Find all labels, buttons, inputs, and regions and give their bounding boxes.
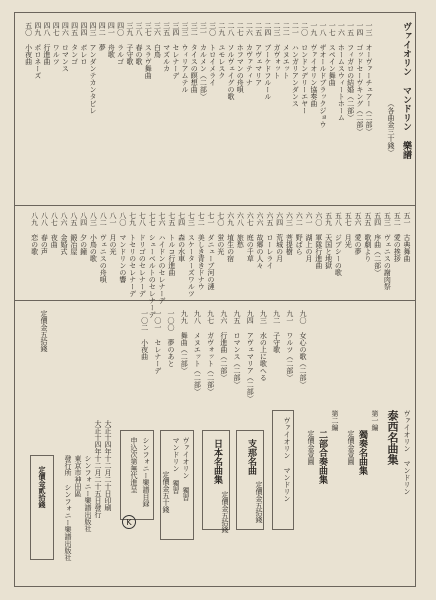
advert-vol1-price: 定價金壹圓 [347,430,355,465]
section2-item: 五四 序曲（二部） [373,212,382,276]
section3-item: 九三 水の上に歌へる [259,310,268,381]
section3-item: 一〇〇 夢のあと [167,310,175,367]
section1-item: 三〇 トロイメライ [208,22,217,86]
section1-item: 三七 スラヴ舞曲 [144,22,153,79]
section2-item: 六五 ローレライ [265,212,274,269]
box-4-price: 定價金五十錢 [162,471,170,513]
advert-vol2-price: 定價金壹圓 [307,430,315,465]
divider-1 [14,205,416,206]
box-4-mandolin: マンドリン 獨習 [172,437,180,494]
section1-item: 一八 ザオールドブラックジョウ [319,22,327,128]
section1-item: 四三 アンダンテカンタビレ [89,22,97,114]
section1-item: 四九 ポロネーズ [33,22,42,79]
box-2-title: 支那名曲 [246,439,256,475]
section1-item: 二七 ホフマンの舟唄 [236,22,245,93]
price-stamp: 定價金貳拾錢 [38,466,47,508]
section2-item: 六六 故郷の人々 [256,212,264,269]
section3-item: 九九 舞曲（二部） [180,310,189,374]
section1-item: 三二 タイスの瞑想曲 [190,22,199,93]
section1-item: 四〇 ラルゴ [116,22,125,65]
section3-item: 九〇 女心の歌（二部） [299,310,307,388]
section3-item: 九四 アヴェマリア（二部） [246,310,255,402]
section2-item: 五九 天国と地獄 [324,212,333,269]
section2-item: 七九 トセリのセレナーデ [128,212,137,297]
section2-item: 六〇 軍隊行進曲 [314,212,323,269]
section2-item: 六八 旅愁 [236,212,245,248]
section2-item: 八一 月の光 [109,212,117,255]
section3-item: 九一 ワルツ（二部） [285,310,294,381]
colophon-published: 大正十四年十二月二十五日發行 [94,420,102,518]
section1-item: 一九 ヴァイオリン協奏曲 [309,22,318,107]
box-3-price: 定價金五拾錢 [221,491,229,533]
section1-item: 二五 アヴェマリア [254,22,263,86]
section2-item: 八三 小鳥の歌 [89,212,98,262]
section1-item: 二四 ブーケドフルール [263,22,272,100]
section2-item: 七〇 蛍の光 [216,212,225,255]
section1-item: 二〇 ロンドンデリーエヤー [300,22,309,114]
section2-item: 七一 ダニューブ河の漣 [207,212,215,290]
section1-item: 一三 オーヴァーチュアー（二部） [365,22,373,135]
section1-item: 三三 ウィリアムテル [181,22,189,93]
price-stamp-box [30,455,54,560]
section2-item: 八六 金婚式 [60,212,68,255]
section1-item: 二三 ガヴォット [273,22,281,79]
section2-item: 五三 ヴェニスの謝肉祭 [383,212,392,290]
section2-item: 五八 ジプシーの歌 [334,212,343,276]
section1-item: 二九 ユモレスク [217,22,226,79]
section2-item: 八〇 マンドリンの響 [118,212,127,283]
section3-item: 九七 ガヴォット（二部） [206,310,215,395]
section1-item: 一七 スペイン舞曲 [328,22,337,86]
colophon-address: 東京市神田區 [74,455,82,497]
section1-item: 二一 ハンガリアンダンス [291,22,300,107]
advert-series: ヴァイオリン マンドリン [403,410,411,495]
section3-item: 九五 ロマンス（二部） [233,310,241,388]
section2-item: 八八 春の声 [40,212,49,255]
advert-vol2-title: 二部合奏曲集 [317,430,327,484]
section3-price-note: 定價金五拾錢 [40,310,48,352]
section2-item: 六三 菩提樹 [285,212,294,255]
section1-item: 三九 子守歌 [125,22,134,65]
section2-item: 七三 スケーターズワルツ [187,212,196,297]
section2-item: 六九 埴生の宿 [226,212,235,262]
section2-item: 七七 シューベルトのセレナーデ [148,212,157,318]
box-1-label: ヴァイオリン マンドリン [283,417,291,502]
section3-item: 一〇一 セレナーデ [153,310,162,374]
apply-text: 申込次第無代進呈 [130,437,138,493]
box-4-violin: ヴァイオリン 獨習 [182,437,190,501]
advert-vol2: 第二編 [331,410,339,431]
box-2 [236,430,264,530]
section1-item: 三八 春の歌 [135,22,143,65]
section2-item: 六一 湖上の月 [305,212,313,262]
box-4 [160,430,194,540]
section1-item: 一六 ホームスウィートホーム [337,22,346,121]
section2-item: 六四 荒城の月 [275,212,284,262]
box-2-price: 定價金五拾錢 [255,481,263,523]
divider-2 [14,300,416,301]
section1-item: 四五 タンゴ [70,22,79,65]
box-5 [120,430,154,520]
section1-item: 一五 フィガロの結婚（二部） [346,22,355,121]
section1-item: 五〇 小夜曲 [24,22,33,65]
section2-item: 六二 野ばら [295,212,304,255]
box-1 [272,410,294,530]
section1-item: 四一 舟歌 [107,22,116,58]
section2-item: 八四 夕の鐘 [79,212,88,255]
advert-vol1: 第一編 [371,410,379,431]
advert-vol1-title: 獨奏名曲集 [357,430,367,475]
box-3-title: 日本名曲集 [212,439,222,484]
section1-item: 一四 ゴッドセーヴキング（二部） [355,22,364,135]
section2-item: 五五 歌劇より [363,212,372,262]
catalog-text: シンフォニー樂譜目録 [142,437,150,507]
publisher-seal: K [122,515,136,529]
section1-item: 三五 マズルカ [162,22,171,72]
section1-price: （各曲金三十錢） [387,100,395,156]
section2-item: 八七 夜曲 [50,212,59,248]
section2-item: 七二 美しき青きドナウ [197,212,206,290]
section2-item: 七四 森の水車 [177,212,186,262]
section2-item: 五一 古典舞曲 [403,212,411,262]
box-3 [202,430,230,533]
section2-item: 五六 愛の夢 [354,212,362,255]
section1-item: 二八 ソルヴェイグの歌 [227,22,235,100]
section1-item: 四八 行進曲 [43,22,51,65]
colophon-publisher: シンフォニー樂譜出版社 [84,455,92,532]
section3-item: 一〇二 小夜曲 [140,310,149,360]
section1-item: 四四 ボレロ [79,22,88,65]
advert-title: 泰西名曲集 [386,410,399,465]
section2-item: 七六 ハイドンのセレナーデ [158,212,166,304]
colophon-printed: 大正十四年十二月二十日印刷 [104,420,112,511]
section1-series-title: ヴァイオリン マンドリン 樂譜 [401,22,411,159]
section1-item: 二二 メヌエット [282,22,291,79]
section2-item: 八二 ヴェニスの舟唄 [99,212,108,283]
section1-item: 三六 白鳥 [153,22,162,58]
section1-item: 三一 カルメン（二部） [199,22,208,100]
section1-item: 四七 ワルツ [52,22,61,65]
section2-item: 七八 ドリゴのセレナーデ [138,212,147,297]
section3-item: 九八 メヌエット（二部） [193,310,202,395]
section2-item: 五七 月光 [344,212,353,248]
section1-item: 三四 セレナーデ [171,22,180,79]
section2-item: 七五 トルコ行進曲 [167,212,176,276]
section3-item: 九六 行進曲（二部） [219,310,228,381]
colophon-distributor: 發行所 シンフォニー樂譜出版社 [64,455,72,561]
section3-item: 九二 子守歌 [272,310,281,353]
section1-item: 二六 カヴァティナ [245,22,254,86]
section2-item: 五二 愛の挨拶 [393,212,402,262]
section2-item: 八九 恋の歌 [30,212,39,255]
section2-item: 六七 庭の千草 [246,212,255,262]
section1-item: 四六 ロマンス [61,22,70,72]
section2-item: 八五 鍛冶屋 [69,212,78,255]
section1-item: 四二 夢 [98,22,107,51]
